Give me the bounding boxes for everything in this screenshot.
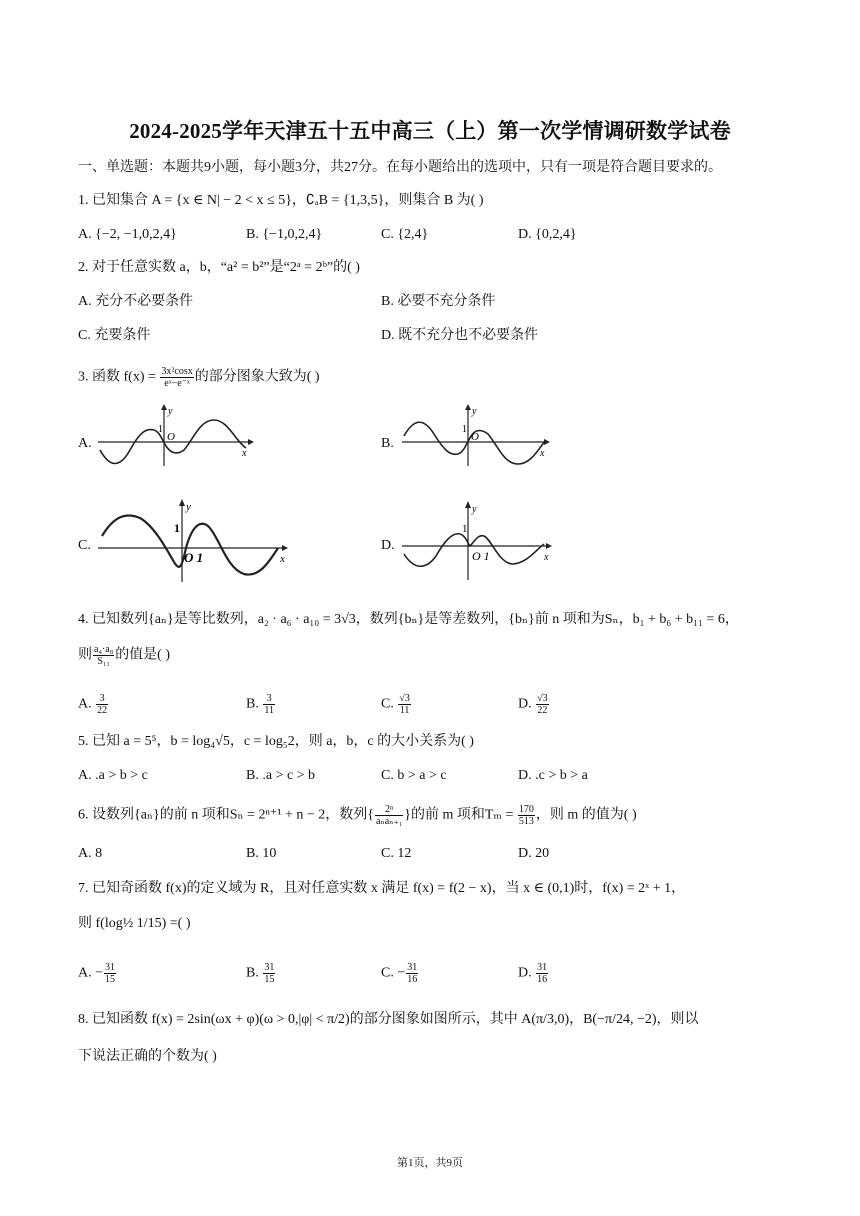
q5-option-b: B. .a > c > b [246, 768, 316, 783]
q7-option-c-prefix: C. − [381, 965, 406, 981]
q3-stem-prefix: 3. 函数 f(x) = [78, 369, 160, 385]
q4-fraction-denominator: S₁₁ [97, 656, 110, 667]
q6-stem-mid: }的前 m 项和Tₘ = [404, 807, 517, 823]
q7-option-a-frac [104, 962, 116, 985]
question-8-stem-line1: 8. 已知函数 f(x) = 2sin(ωx + φ)(ω > 0,|φ| < π/2)的部分图象如图所示，其中 A(π/3,0)，B(−π/24, −2)，则以 [78, 1012, 699, 1027]
q7-option-d [518, 962, 549, 985]
q3-option-a-label: A. [78, 436, 92, 451]
q3b-origin-label: O [471, 431, 479, 443]
q2-option-a: A. 充分不必要条件 [78, 294, 194, 309]
question-4-stem-line1: 4. 已知数列{aₙ}是等比数列，a₂ · a₆ · a₁₀ = 3√3，数列{bₙ}是等差数列，{bₙ}前 n 项和为Sₙ，b₁ + b₆ + b₁₁ = 6， [78, 612, 739, 627]
q4-option-c [381, 693, 412, 716]
q4-stem-prefix: 则 [78, 647, 92, 663]
q5-option-d: D. .c > b > a [518, 768, 588, 783]
q3a-x-label: x [242, 448, 247, 459]
q4-option-d-den: 22 [537, 705, 548, 716]
q4-option-c-num: √3 [399, 693, 410, 704]
question-7-stem-line2: 则 f(log½ 1/15) =( ) [78, 916, 191, 931]
q7-option-b-den: 15 [264, 974, 275, 985]
q3c-origin-label: O 1 [184, 550, 204, 565]
q1-option-d: D. {0,2,4} [518, 227, 577, 242]
q3d-origin-label: O 1 [472, 549, 490, 563]
q3-graph-d [400, 498, 560, 582]
question-5-stem: 5. 已知 a = 5⁵，b = log₄√5，c = log₅2，则 a，b，c 的大小关系为( ) [78, 734, 474, 749]
q4-option-d-prefix: D. [518, 696, 536, 712]
q4-option-b [246, 693, 276, 716]
q1-option-b: B. {−1,0,2,4} [246, 227, 323, 242]
q3b-x-label: x [540, 448, 545, 459]
q4-option-a-den: 22 [97, 705, 108, 716]
q7-option-d-den: 16 [537, 974, 548, 985]
q4-option-d [518, 693, 550, 716]
page-title: 2024-2025学年天津五十五中高三（上）第一次学情调研数学试卷 [129, 119, 731, 143]
q3a-one-label: 1 [158, 424, 163, 435]
q7-option-d-frac [536, 962, 548, 985]
q1-option-a: A. {−2, −1,0,2,4} [78, 227, 177, 242]
q1-option-c: C. {2,4} [381, 227, 429, 242]
q4-stem-suffix: 的值是( ) [115, 647, 171, 663]
q4-option-b-den: 11 [264, 705, 274, 716]
q7-option-d-num: 31 [537, 962, 548, 973]
q3d-x-label: x [544, 552, 549, 563]
q6-option-b: B. 10 [246, 846, 277, 861]
q4-option-b-frac [263, 693, 275, 716]
q7-option-c-num: 31 [407, 962, 418, 973]
q3d-one-label: 1 [462, 523, 468, 535]
q3a-origin-label: O [167, 431, 175, 443]
q7-option-b-num: 31 [264, 962, 275, 973]
q3-option-c-label: C. [78, 538, 91, 553]
q4-option-d-frac [536, 693, 549, 716]
q3-graph-c [96, 496, 292, 586]
q4-fraction-numerator: a₄·a₈ [94, 644, 114, 655]
q3-stem-suffix: 的部分图象大致为( ) [194, 369, 320, 385]
q2-option-d: D. 既不充分也不必要条件 [381, 328, 539, 343]
q6-option-a: A. 8 [78, 846, 103, 861]
q2-option-b: B. 必要不充分条件 [381, 294, 496, 309]
q6-option-c: C. 12 [381, 846, 412, 861]
q6-fraction-2 [518, 804, 535, 827]
q7-option-a-prefix: A. − [78, 965, 104, 981]
q7-option-a-den: 15 [105, 974, 116, 985]
question-1-stem: 1. 已知集合 A = {x ∈ N| − 2 < x ≤ 5}，∁ₐB = {1,3,5}，则集合 B 为( ) [78, 193, 484, 208]
question-2-stem: 2. 对于任意实数 a，b，“a² = b²”是“2ᵃ = 2ᵇ”的( ) [78, 260, 360, 275]
q4-option-b-num: 3 [263, 693, 275, 705]
q4-option-a [78, 693, 109, 716]
q7-option-c [381, 962, 419, 985]
q7-option-c-frac [406, 962, 418, 985]
q6-fraction-2-numerator: 170 [518, 804, 534, 815]
question-6-stem [78, 804, 637, 827]
q7-option-a [78, 962, 117, 985]
q3c-one-label: 1 [174, 521, 180, 535]
q4-fraction [93, 644, 114, 667]
q4-option-d-num: √3 [537, 693, 548, 704]
q7-option-a-num: 31 [105, 962, 116, 973]
q7-option-b-prefix: B. [246, 965, 263, 981]
q4-option-a-num: 3 [96, 693, 108, 705]
q3-fraction [160, 366, 193, 389]
q4-option-c-prefix: C. [381, 696, 398, 712]
q3c-y-label: y [186, 501, 191, 513]
question-3-stem [78, 366, 320, 389]
q3-graph-b [400, 402, 560, 468]
q3a-y-label: y [168, 406, 173, 417]
q4-option-c-frac [398, 693, 411, 716]
question-7-stem-line1: 7. 已知奇函数 f(x)的定义域为 R，且对任意实数 x 满足 f(x) = f(2 − x)，当 x ∈ (0,1)时，f(x) = 2ˣ + 1， [78, 881, 686, 896]
q5-option-c: C. b > a > c [381, 768, 447, 783]
q7-option-c-den: 16 [407, 974, 418, 985]
q7-option-b-frac [263, 962, 275, 985]
q6-fraction-denominator: aₙaₙ₊₁ [375, 816, 403, 827]
q6-fraction-numerator: 2ⁿ [375, 804, 403, 816]
q3-fraction-denominator: eˣ−e⁻ˣ [164, 378, 190, 389]
q3b-y-label: y [472, 406, 477, 417]
q4-option-c-den: 11 [399, 705, 410, 716]
q3b-one-label: 1 [462, 424, 467, 435]
q2-option-c: C. 充要条件 [78, 328, 151, 343]
q3-option-b-label: B. [381, 436, 394, 451]
q6-stem-suffix: ，则 m 的值为( ) [535, 807, 637, 823]
q5-option-a: A. .a > b > c [78, 768, 148, 783]
q6-fraction [375, 804, 403, 827]
q7-option-b [246, 962, 276, 985]
q3-graph-a [96, 402, 256, 468]
q6-option-d: D. 20 [518, 846, 550, 861]
q3-fraction-numerator: 3x²cosx [161, 366, 193, 377]
q6-fraction-2-denominator: 513 [518, 816, 534, 827]
page-footer: 第1页，共9页 [397, 1157, 463, 1169]
q7-option-d-prefix: D. [518, 965, 536, 981]
q6-stem-prefix: 6. 设数列{aₙ}的前 n 项和Sₙ = 2ⁿ⁺¹ + n − 2，数列{ [78, 807, 374, 823]
question-8-stem-line2: 下说法正确的个数为( ) [78, 1049, 217, 1064]
q3-option-d-label: D. [381, 538, 395, 553]
q4-option-a-frac [96, 693, 108, 716]
section-heading: 一、单选题：本题共9小题，每小题3分，共27分。在每小题给出的选项中，只有一项是符合题目要求的。 [78, 160, 722, 175]
q3d-y-label: y [472, 504, 477, 515]
q4-option-b-prefix: B. [246, 696, 263, 712]
q4-option-a-prefix: A. [78, 696, 96, 712]
q3c-x-label: x [280, 553, 285, 565]
question-4-stem-line2 [78, 644, 170, 667]
